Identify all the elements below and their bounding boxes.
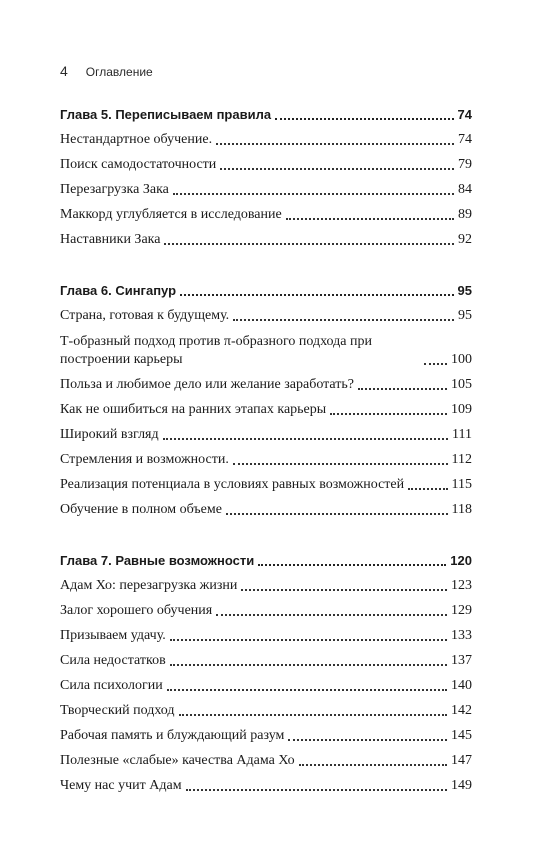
entry-title: Перезагрузка Зака: [60, 182, 169, 197]
toc-entry[interactable]: [60, 302, 472, 327]
toc-entry[interactable]: [60, 722, 472, 747]
entry-title: Стремления и возможности.: [60, 452, 229, 467]
toc-entry[interactable]: [60, 647, 472, 672]
dot-leader: [220, 167, 454, 170]
entry-title: Реализация потенциала в условиях равных возможностей: [60, 477, 405, 492]
chapter-heading[interactable]: [60, 101, 472, 126]
entry-title: Как не ошибиться на ранних этапах карьеры: [60, 402, 327, 417]
entry-page: 147: [451, 753, 472, 768]
entry-page: 118: [451, 502, 472, 517]
entry-title: Адам Хо: перезагрузка жизни: [60, 578, 238, 593]
toc-entry[interactable]: [60, 496, 472, 521]
entry-title: Поиск самодостаточности: [60, 157, 217, 172]
toc-entry[interactable]: [60, 672, 472, 697]
entry-page: 92: [458, 232, 472, 247]
toc-entry[interactable]: [60, 396, 472, 421]
dot-leader: [173, 192, 454, 195]
chapter-page: 120: [450, 553, 472, 568]
toc-entry[interactable]: [60, 697, 472, 722]
dot-leader: [408, 487, 447, 490]
dot-leader: [179, 713, 447, 716]
toc-entry[interactable]: [60, 126, 472, 151]
dot-leader: [258, 563, 446, 566]
dot-leader: [216, 613, 447, 616]
dot-leader: [164, 242, 454, 245]
dot-leader: [167, 688, 447, 691]
chapter-heading[interactable]: [60, 277, 472, 302]
toc-entry[interactable]: [60, 446, 472, 471]
toc-entry[interactable]: [60, 151, 472, 176]
dot-leader: [170, 663, 447, 666]
toc-entry[interactable]: [60, 371, 472, 396]
dot-leader: [241, 588, 447, 591]
entry-page: 123: [451, 578, 472, 593]
dot-leader: [180, 293, 453, 296]
dot-leader: [163, 437, 448, 440]
dot-leader: [286, 217, 454, 220]
entry-title: Обучение в полном объеме: [60, 502, 222, 517]
chapter-title: Глава 6. Сингапур: [60, 283, 177, 298]
chapter-heading[interactable]: [60, 547, 472, 572]
entry-page: 105: [451, 377, 472, 392]
dot-leader: [424, 362, 447, 365]
dot-leader: [299, 763, 447, 766]
entry-page: 89: [458, 207, 472, 222]
chapter-5: [60, 101, 472, 251]
toc-entry[interactable]: [60, 572, 472, 597]
toc-entry[interactable]: [60, 471, 472, 496]
entry-page: 115: [451, 477, 472, 492]
toc-entry[interactable]: [60, 421, 472, 446]
chapter-page: 95: [457, 283, 472, 298]
entry-title: Наставники Зака: [60, 232, 161, 247]
entry-title: Маккорд углубляется в исследование: [60, 207, 282, 222]
toc-entry[interactable]: [60, 622, 472, 647]
dot-leader: [170, 638, 447, 641]
dot-leader: [226, 512, 448, 515]
toc-entry[interactable]: [60, 226, 472, 251]
dot-leader: [233, 318, 454, 321]
chapter-title: Глава 5. Переписываем правила: [60, 107, 272, 122]
entry-page: 109: [451, 402, 472, 417]
page-number: 4: [60, 63, 68, 79]
entry-page: 74: [458, 132, 472, 147]
chapter-6: [60, 277, 472, 521]
toc-entry[interactable]: [60, 201, 472, 226]
entry-title: Залог хорошего обучения: [60, 603, 213, 618]
dot-leader: [358, 387, 447, 390]
table-of-contents: [60, 101, 472, 797]
entry-page: 133: [451, 628, 472, 643]
dot-leader: [233, 462, 448, 465]
entry-page: 145: [451, 728, 472, 743]
running-head: [60, 63, 153, 79]
entry-title: Широкий взгляд: [60, 427, 159, 442]
toc-entry[interactable]: [60, 597, 472, 622]
dot-leader: [330, 412, 447, 415]
toc-entry[interactable]: [60, 176, 472, 201]
entry-title: Страна, готовая к будущему.: [60, 308, 230, 323]
entry-title: Творческий подход: [60, 703, 175, 718]
entry-page: 100: [451, 352, 472, 367]
entry-page: 137: [451, 653, 472, 668]
toc-entry[interactable]: [60, 327, 472, 371]
toc-entry[interactable]: [60, 747, 472, 772]
entry-page: 129: [451, 603, 472, 618]
entry-title: Сила недостатков: [60, 653, 166, 668]
entry-page: 84: [458, 182, 472, 197]
entry-page: 142: [451, 703, 472, 718]
entry-page: 79: [458, 157, 472, 172]
chapter-title: Глава 7. Равные возможности: [60, 553, 255, 568]
entry-page: 112: [451, 452, 472, 467]
entry-title: Призываем удачу.: [60, 628, 166, 643]
dot-leader: [275, 117, 453, 120]
entry-page: 95: [458, 308, 472, 323]
entry-page: 140: [451, 678, 472, 693]
entry-title: Чему нас учит Адам: [60, 778, 182, 793]
chapter-page: 74: [457, 107, 472, 122]
chapter-7: [60, 547, 472, 797]
entry-page: 149: [451, 778, 472, 793]
section-title: Оглавление: [85, 65, 153, 79]
entry-page: 111: [452, 427, 472, 442]
dot-leader: [216, 142, 454, 145]
entry-title: Т-образный подход против π-образного подхода при построении карьеры: [60, 334, 372, 367]
dot-leader: [288, 738, 447, 741]
entry-title: Нестандартное обучение.: [60, 132, 213, 147]
dot-leader: [186, 788, 447, 791]
toc-entry[interactable]: [60, 772, 472, 797]
entry-title: Рабочая память и блуждающий разум: [60, 728, 285, 743]
entry-title: Сила психологии: [60, 678, 163, 693]
entry-title: Полезные «слабые» качества Адама Хо: [60, 753, 295, 768]
entry-title: Польза и любимое дело или желание заработать?: [60, 377, 354, 392]
